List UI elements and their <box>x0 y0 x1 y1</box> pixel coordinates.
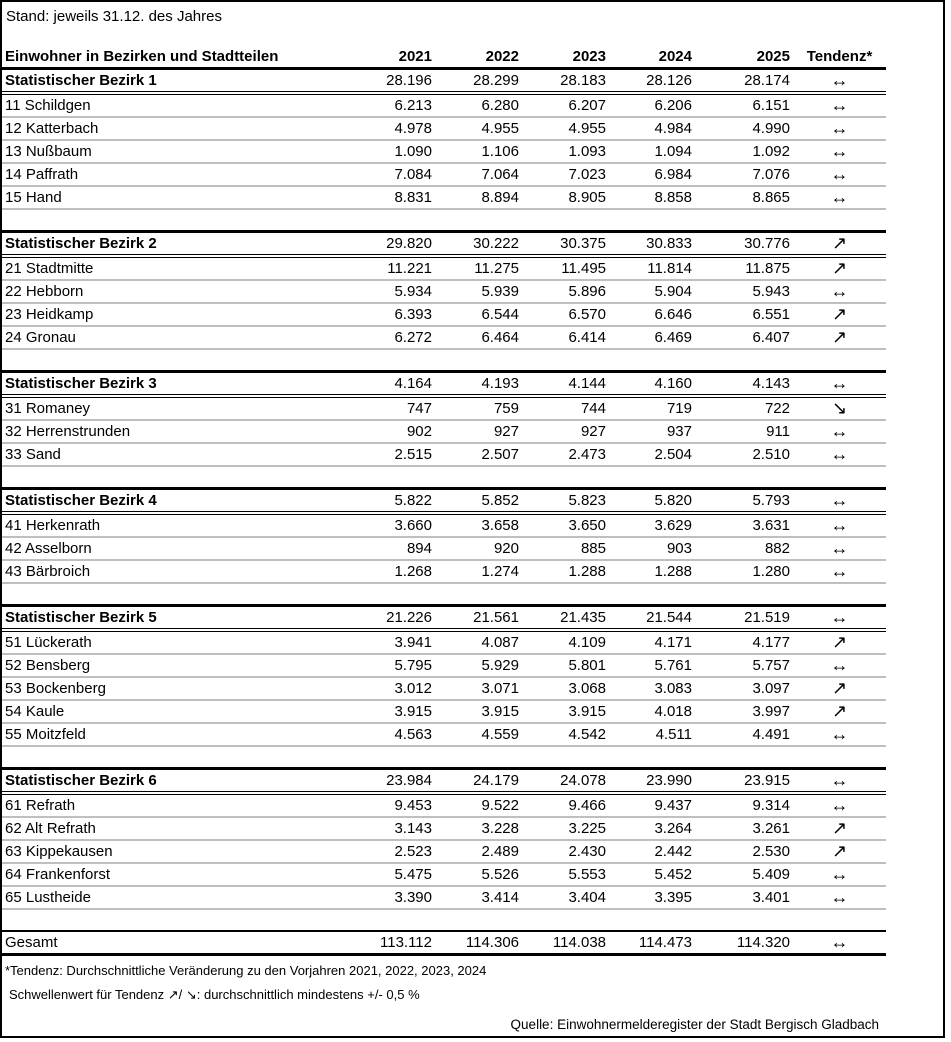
value-2021: 5.795 <box>374 654 435 677</box>
trend-flat-icon: ↔ <box>793 420 886 443</box>
subdistrict-row <box>2 326 886 349</box>
value-2024: 4.984 <box>609 117 695 140</box>
value-2022: 5.929 <box>435 654 522 677</box>
subdistrict-row <box>2 723 886 746</box>
subdistrict-label: 41 Herkenrath <box>2 513 374 537</box>
value-2021: 9.453 <box>374 793 435 817</box>
spacer-row <box>2 909 886 931</box>
value-2025: 11.875 <box>695 256 793 280</box>
value-2021: 4.164 <box>374 372 435 397</box>
col-header-year-2022: 2022 <box>435 46 522 69</box>
value-2021: 6.213 <box>374 93 435 117</box>
value-2022: 5.939 <box>435 280 522 303</box>
source-note: Quelle: Einwohnermelderegister der Stadt Bergisch Gladbach <box>510 1017 879 1032</box>
trend-up-icon: ↗ <box>793 700 886 723</box>
subdistrict-label: 42 Asselborn <box>2 537 374 560</box>
value-2024: 903 <box>609 537 695 560</box>
value-2022: 6.280 <box>435 93 522 117</box>
subdistrict-row <box>2 140 886 163</box>
value-2024: 1.094 <box>609 140 695 163</box>
trend-up-icon: ↗ <box>793 840 886 863</box>
district-header-row <box>2 769 886 794</box>
spacer-row <box>2 583 886 606</box>
value-2024: 6.469 <box>609 326 695 349</box>
value-2023: 24.078 <box>522 769 609 794</box>
value-2022: 114.306 <box>435 931 522 955</box>
trend-flat-icon: ↔ <box>793 886 886 909</box>
total-row <box>2 931 886 955</box>
value-2022: 4.087 <box>435 630 522 654</box>
value-2022: 21.561 <box>435 606 522 631</box>
value-2022: 6.464 <box>435 326 522 349</box>
value-2021: 113.112 <box>374 931 435 955</box>
value-2022: 8.894 <box>435 186 522 209</box>
trend-up-icon: ↗ <box>793 232 886 257</box>
subdistrict-label: 13 Nußbaum <box>2 140 374 163</box>
subdistrict-row <box>2 513 886 537</box>
value-2024: 23.990 <box>609 769 695 794</box>
value-2023: 3.225 <box>522 817 609 840</box>
trend-up-icon: ↗ <box>793 817 886 840</box>
subdistrict-row <box>2 817 886 840</box>
subdistrict-label: 15 Hand <box>2 186 374 209</box>
subdistrict-label: 14 Paffrath <box>2 163 374 186</box>
district-header-row <box>2 69 886 94</box>
value-2025: 8.865 <box>695 186 793 209</box>
value-2021: 4.563 <box>374 723 435 746</box>
subdistrict-label: 23 Heidkamp <box>2 303 374 326</box>
value-2021: 747 <box>374 396 435 420</box>
value-2023: 114.038 <box>522 931 609 955</box>
value-2025: 9.314 <box>695 793 793 817</box>
value-2025: 3.261 <box>695 817 793 840</box>
value-2021: 5.475 <box>374 863 435 886</box>
trend-flat-icon: ↔ <box>793 654 886 677</box>
value-2021: 4.978 <box>374 117 435 140</box>
trend-flat-icon: ↔ <box>793 163 886 186</box>
subdistrict-row <box>2 886 886 909</box>
value-2023: 885 <box>522 537 609 560</box>
value-2025: 3.097 <box>695 677 793 700</box>
value-2023: 8.905 <box>522 186 609 209</box>
value-2023: 5.553 <box>522 863 609 886</box>
value-2024: 5.820 <box>609 489 695 514</box>
subdistrict-row <box>2 630 886 654</box>
value-2025: 6.151 <box>695 93 793 117</box>
subdistrict-label: 21 Stadtmitte <box>2 256 374 280</box>
subdistrict-label: 12 Katterbach <box>2 117 374 140</box>
value-2021: 29.820 <box>374 232 435 257</box>
subdistrict-label: 64 Frankenforst <box>2 863 374 886</box>
value-2024: 5.452 <box>609 863 695 886</box>
value-2023: 4.542 <box>522 723 609 746</box>
total-label: Gesamt <box>2 931 374 955</box>
value-2024: 11.814 <box>609 256 695 280</box>
value-2022: 30.222 <box>435 232 522 257</box>
value-2021: 3.143 <box>374 817 435 840</box>
district-label: Statistischer Bezirk 1 <box>2 69 374 94</box>
value-2022: 9.522 <box>435 793 522 817</box>
value-2021: 2.523 <box>374 840 435 863</box>
trend-up-icon: ↗ <box>793 256 886 280</box>
value-2021: 1.268 <box>374 560 435 583</box>
value-2024: 4.160 <box>609 372 695 397</box>
value-2025: 4.143 <box>695 372 793 397</box>
value-2021: 902 <box>374 420 435 443</box>
trend-down-icon: ↘ <box>793 396 886 420</box>
subdistrict-label: 54 Kaule <box>2 700 374 723</box>
value-2022: 6.544 <box>435 303 522 326</box>
subdistrict-label: 11 Schildgen <box>2 93 374 117</box>
value-2023: 3.068 <box>522 677 609 700</box>
subdistrict-row <box>2 163 886 186</box>
district-label: Statistischer Bezirk 6 <box>2 769 374 794</box>
value-2024: 21.544 <box>609 606 695 631</box>
value-2021: 8.831 <box>374 186 435 209</box>
value-2023: 5.801 <box>522 654 609 677</box>
value-2021: 5.822 <box>374 489 435 514</box>
district-header-row <box>2 606 886 631</box>
value-2023: 2.430 <box>522 840 609 863</box>
value-2024: 2.442 <box>609 840 695 863</box>
value-2024: 3.395 <box>609 886 695 909</box>
value-2023: 3.650 <box>522 513 609 537</box>
subdistrict-row <box>2 443 886 466</box>
subdistrict-row <box>2 840 886 863</box>
value-2024: 4.171 <box>609 630 695 654</box>
value-2022: 759 <box>435 396 522 420</box>
value-2024: 937 <box>609 420 695 443</box>
trend-flat-icon: ↔ <box>793 69 886 94</box>
subdistrict-label: 31 Romaney <box>2 396 374 420</box>
value-2021: 3.390 <box>374 886 435 909</box>
trend-flat-icon: ↔ <box>793 769 886 794</box>
col-header-year-2025: 2025 <box>695 46 793 69</box>
value-2024: 6.206 <box>609 93 695 117</box>
value-2022: 2.489 <box>435 840 522 863</box>
subdistrict-label: 62 Alt Refrath <box>2 817 374 840</box>
value-2021: 1.090 <box>374 140 435 163</box>
value-2025: 5.943 <box>695 280 793 303</box>
value-2023: 1.093 <box>522 140 609 163</box>
value-2024: 4.511 <box>609 723 695 746</box>
trend-up-icon: ↗ <box>793 630 886 654</box>
subdistrict-row <box>2 93 886 117</box>
value-2022: 3.915 <box>435 700 522 723</box>
value-2023: 3.404 <box>522 886 609 909</box>
value-2021: 3.660 <box>374 513 435 537</box>
value-2024: 28.126 <box>609 69 695 94</box>
subdistrict-label: 52 Bensberg <box>2 654 374 677</box>
spacer-row <box>2 746 886 769</box>
value-2024: 5.904 <box>609 280 695 303</box>
value-2023: 927 <box>522 420 609 443</box>
subdistrict-row <box>2 677 886 700</box>
value-2023: 9.466 <box>522 793 609 817</box>
value-2022: 5.852 <box>435 489 522 514</box>
district-header-row <box>2 489 886 514</box>
value-2025: 1.092 <box>695 140 793 163</box>
trend-flat-icon: ↔ <box>793 863 886 886</box>
value-2025: 2.530 <box>695 840 793 863</box>
value-2024: 114.473 <box>609 931 695 955</box>
value-2025: 4.990 <box>695 117 793 140</box>
subdistrict-row <box>2 396 886 420</box>
subdistrict-row <box>2 117 886 140</box>
value-2022: 4.559 <box>435 723 522 746</box>
col-header-year-2024: 2024 <box>609 46 695 69</box>
value-2024: 3.629 <box>609 513 695 537</box>
trend-flat-icon: ↔ <box>793 93 886 117</box>
col-header-year-2023: 2023 <box>522 46 609 69</box>
trend-flat-icon: ↔ <box>793 489 886 514</box>
subdistrict-label: 61 Refrath <box>2 793 374 817</box>
district-label: Statistischer Bezirk 3 <box>2 372 374 397</box>
value-2022: 5.526 <box>435 863 522 886</box>
subdistrict-label: 24 Gronau <box>2 326 374 349</box>
trend-up-icon: ↗ <box>793 303 886 326</box>
col-header-year-2021: 2021 <box>374 46 435 69</box>
trend-flat-icon: ↔ <box>793 443 886 466</box>
district-header-row <box>2 232 886 257</box>
value-2021: 28.196 <box>374 69 435 94</box>
subdistrict-label: 22 Hebborn <box>2 280 374 303</box>
value-2022: 3.228 <box>435 817 522 840</box>
value-2025: 6.551 <box>695 303 793 326</box>
value-2024: 9.437 <box>609 793 695 817</box>
subdistrict-label: 51 Lückerath <box>2 630 374 654</box>
subdistrict-row <box>2 186 886 209</box>
value-2025: 1.280 <box>695 560 793 583</box>
subdistrict-row <box>2 537 886 560</box>
value-2021: 3.915 <box>374 700 435 723</box>
value-2022: 4.193 <box>435 372 522 397</box>
subdistrict-row <box>2 420 886 443</box>
value-2022: 3.071 <box>435 677 522 700</box>
subdistrict-label: 32 Herrenstrunden <box>2 420 374 443</box>
trend-flat-icon: ↔ <box>793 140 886 163</box>
value-2022: 24.179 <box>435 769 522 794</box>
value-2025: 3.997 <box>695 700 793 723</box>
value-2021: 894 <box>374 537 435 560</box>
value-2023: 3.915 <box>522 700 609 723</box>
subdistrict-row <box>2 560 886 583</box>
value-2022: 3.658 <box>435 513 522 537</box>
value-2023: 30.375 <box>522 232 609 257</box>
district-label: Statistischer Bezirk 2 <box>2 232 374 257</box>
subdistrict-label: 43 Bärbroich <box>2 560 374 583</box>
value-2025: 114.320 <box>695 931 793 955</box>
value-2025: 2.510 <box>695 443 793 466</box>
population-table <box>2 46 886 956</box>
value-2025: 882 <box>695 537 793 560</box>
subdistrict-row <box>2 654 886 677</box>
value-2024: 6.646 <box>609 303 695 326</box>
col-header-label: Einwohner in Bezirken und Stadtteilen <box>2 46 374 69</box>
trend-up-icon: ↗ <box>793 677 886 700</box>
subdistrict-label: 55 Moitzfeld <box>2 723 374 746</box>
trend-flat-icon: ↔ <box>793 117 886 140</box>
value-2024: 1.288 <box>609 560 695 583</box>
value-2024: 30.833 <box>609 232 695 257</box>
spacer <box>2 29 943 46</box>
value-2021: 6.272 <box>374 326 435 349</box>
value-2023: 4.955 <box>522 117 609 140</box>
value-2022: 11.275 <box>435 256 522 280</box>
value-2023: 4.144 <box>522 372 609 397</box>
subdistrict-row <box>2 256 886 280</box>
value-2022: 2.507 <box>435 443 522 466</box>
value-2022: 7.064 <box>435 163 522 186</box>
value-2023: 1.288 <box>522 560 609 583</box>
district-label: Statistischer Bezirk 5 <box>2 606 374 631</box>
value-2021: 11.221 <box>374 256 435 280</box>
value-2022: 28.299 <box>435 69 522 94</box>
subdistrict-row <box>2 280 886 303</box>
district-label: Statistischer Bezirk 4 <box>2 489 374 514</box>
value-2025: 5.793 <box>695 489 793 514</box>
trend-flat-icon: ↔ <box>793 793 886 817</box>
value-2023: 7.023 <box>522 163 609 186</box>
value-2025: 911 <box>695 420 793 443</box>
trend-flat-icon: ↔ <box>793 606 886 631</box>
trend-flat-icon: ↔ <box>793 560 886 583</box>
value-2024: 3.083 <box>609 677 695 700</box>
trend-flat-icon: ↔ <box>793 372 886 397</box>
subdistrict-label: 53 Bockenberg <box>2 677 374 700</box>
trend-flat-icon: ↔ <box>793 537 886 560</box>
value-2024: 8.858 <box>609 186 695 209</box>
value-2023: 6.414 <box>522 326 609 349</box>
value-2023: 2.473 <box>522 443 609 466</box>
spacer-row <box>2 349 886 372</box>
value-2022: 1.274 <box>435 560 522 583</box>
value-2023: 744 <box>522 396 609 420</box>
value-2025: 4.177 <box>695 630 793 654</box>
value-2021: 7.084 <box>374 163 435 186</box>
trend-flat-icon: ↔ <box>793 723 886 746</box>
value-2021: 3.012 <box>374 677 435 700</box>
value-2022: 4.955 <box>435 117 522 140</box>
district-header-row <box>2 372 886 397</box>
value-2021: 3.941 <box>374 630 435 654</box>
subdistrict-label: 33 Sand <box>2 443 374 466</box>
value-2023: 21.435 <box>522 606 609 631</box>
value-2023: 6.207 <box>522 93 609 117</box>
value-2021: 21.226 <box>374 606 435 631</box>
value-2024: 719 <box>609 396 695 420</box>
subdistrict-row <box>2 303 886 326</box>
value-2025: 4.491 <box>695 723 793 746</box>
value-2021: 23.984 <box>374 769 435 794</box>
value-2022: 920 <box>435 537 522 560</box>
table-header-row <box>2 46 886 69</box>
value-2024: 4.018 <box>609 700 695 723</box>
footnote-tendenz: *Tendenz: Durchschnittliche Veränderung zu den Vorjahren 2021, 2022, 2023, 2024 <box>5 963 487 978</box>
value-2024: 6.984 <box>609 163 695 186</box>
value-2021: 5.934 <box>374 280 435 303</box>
value-2025: 23.915 <box>695 769 793 794</box>
value-2025: 21.519 <box>695 606 793 631</box>
value-2023: 5.896 <box>522 280 609 303</box>
value-2023: 6.570 <box>522 303 609 326</box>
value-2025: 30.776 <box>695 232 793 257</box>
value-2025: 3.401 <box>695 886 793 909</box>
subdistrict-label: 65 Lustheide <box>2 886 374 909</box>
stand-note: Stand: jeweils 31.12. des Jahres <box>6 8 222 25</box>
value-2021: 2.515 <box>374 443 435 466</box>
col-header-trend: Tendenz* <box>793 46 886 69</box>
footnotes-block <box>2 956 943 1007</box>
value-2023: 28.183 <box>522 69 609 94</box>
spacer-row <box>2 209 886 232</box>
subdistrict-row <box>2 700 886 723</box>
subdistrict-label: 63 Kippekausen <box>2 840 374 863</box>
value-2025: 5.409 <box>695 863 793 886</box>
subdistrict-row <box>2 863 886 886</box>
trend-up-icon: ↗ <box>793 326 886 349</box>
value-2022: 1.106 <box>435 140 522 163</box>
value-2025: 7.076 <box>695 163 793 186</box>
value-2025: 722 <box>695 396 793 420</box>
value-2024: 3.264 <box>609 817 695 840</box>
value-2024: 2.504 <box>609 443 695 466</box>
value-2025: 5.757 <box>695 654 793 677</box>
trend-flat-icon: ↔ <box>793 186 886 209</box>
value-2023: 11.495 <box>522 256 609 280</box>
value-2025: 28.174 <box>695 69 793 94</box>
trend-flat-icon: ↔ <box>793 513 886 537</box>
value-2022: 927 <box>435 420 522 443</box>
value-2025: 3.631 <box>695 513 793 537</box>
footnote-schwellenwert: Schwellenwert für Tendenz ↗/ ↘: durchschnittlich mindestens +/- 0,5 % <box>9 987 420 1002</box>
value-2022: 3.414 <box>435 886 522 909</box>
trend-flat-icon: ↔ <box>793 931 886 955</box>
value-2024: 5.761 <box>609 654 695 677</box>
spacer-row <box>2 466 886 489</box>
value-2023: 4.109 <box>522 630 609 654</box>
value-2023: 5.823 <box>522 489 609 514</box>
value-2025: 6.407 <box>695 326 793 349</box>
value-2021: 6.393 <box>374 303 435 326</box>
subdistrict-row <box>2 793 886 817</box>
trend-flat-icon: ↔ <box>793 280 886 303</box>
